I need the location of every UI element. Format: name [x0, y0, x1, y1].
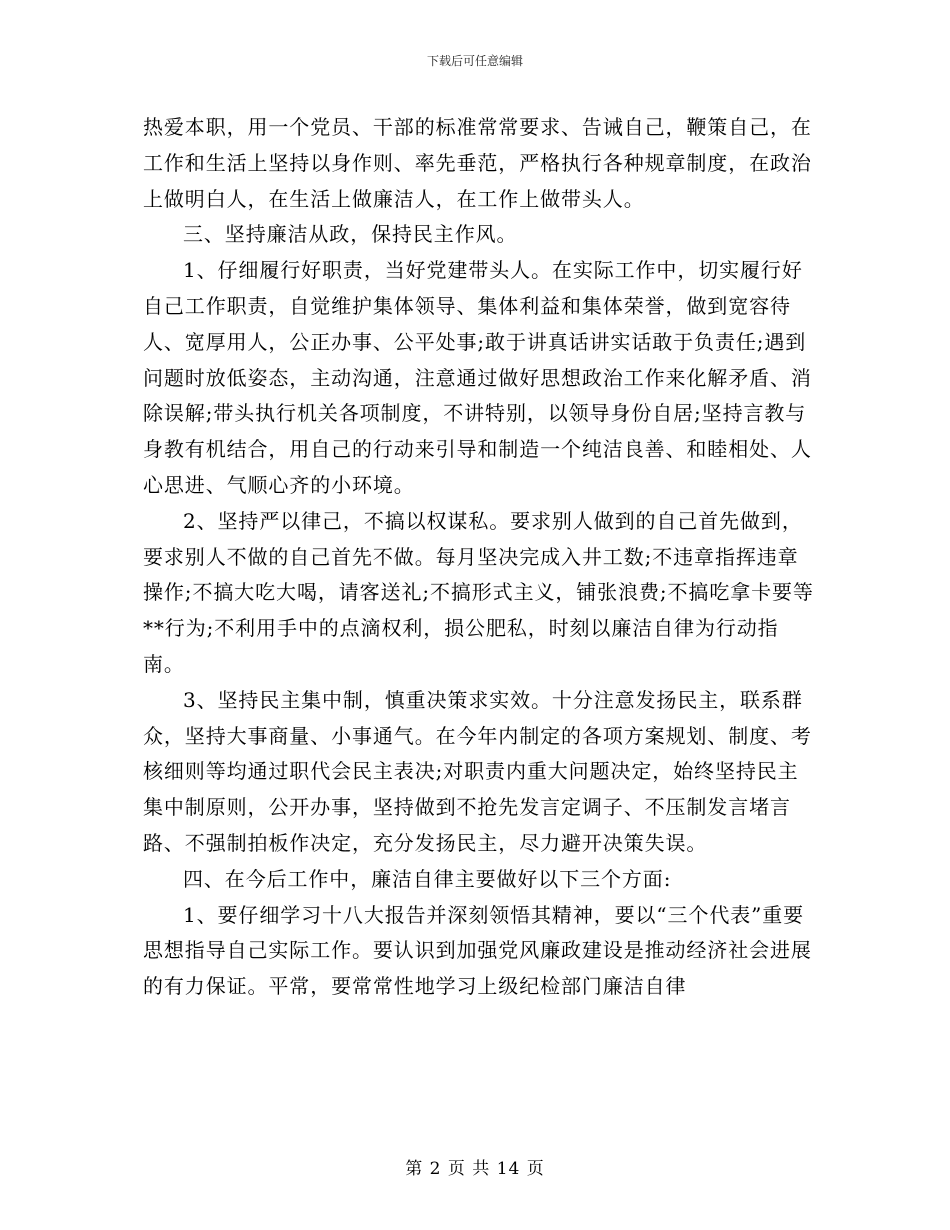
- page-number-footer: 第 2 页 共 14 页: [405, 1159, 545, 1179]
- paragraph: 3、坚持民主集中制，慎重决策求实效。十分注意发扬民主，联系群众，坚持大事商量、小事通气。在今年内制定的各项方案规划、制度、考核细则等均通过职代会民主表决;对职责内重大问题决定，始终坚持民主集中制原则，公开办事，坚持做到不抢先发言定调子、不压制发言堵言路、不强制拍板作决定，充分发扬民主，尽力避开决策失误。: [143, 687, 812, 855]
- document-body: [143, 110, 818, 1005]
- paragraph: 1、仔细履行好职责，当好党建带头人。在实际工作中，切实履行好自己工作职责，自觉维护集体领导、集体利益和集体荣誉，做到宽容待人、宽厚用人，公正办事、公平处事;敢于讲真话讲实话敢于负责任;遇到问题时放低姿态，主动沟通，注意通过做好思想政治工作来化解矛盾、消除误解;带头执行机关各项制度，不讲特别，以领导身份自居;坚持言教与身教有机结合，用自己的行动来引导和制造一个纯洁良善、和睦相处、人心思进、气顺心齐的小环境。: [143, 258, 812, 497]
- section-heading: 四、在今后工作中，廉洁自律主要做好以下三个方面:: [183, 866, 672, 891]
- page-header: 下载后可任意编辑: [426, 54, 523, 68]
- section-heading: 三、坚持廉洁从政，保持民主作风。: [183, 222, 518, 247]
- paragraph: 热爱本职，用一个党员、干部的标准常常要求、告诫自己，鞭策自己，在工作和生活上坚持以身作则、率先垂范，严格执行各种规章制度，在政治上做明白人，在生活上做廉洁人，在工作上做带头人。: [143, 115, 812, 211]
- paragraph: 1、要仔细学习十八大报告并深刻领悟其精神，要以“三个代表”重要思想指导自己实际工作。要认识到加强党风廉政建设是推动经济社会进展的有力保证。平常，要常常性地学习上级纪检部门廉洁自律: [143, 902, 812, 999]
- paragraph: 2、坚持严以律己，不搞以权谋私。要求别人做到的自己首先做到，要求别人不做的自己首先不做。每月坚决完成入井工数;不违章指挥违章操作;不搞大吃大喝，请客送礼;不搞形式主义，铺张浪费;不搞吃拿卡要等**行为;不利用手中的点滴权利，损公肥私，时刻以廉洁自律为行动指南。: [143, 508, 814, 676]
